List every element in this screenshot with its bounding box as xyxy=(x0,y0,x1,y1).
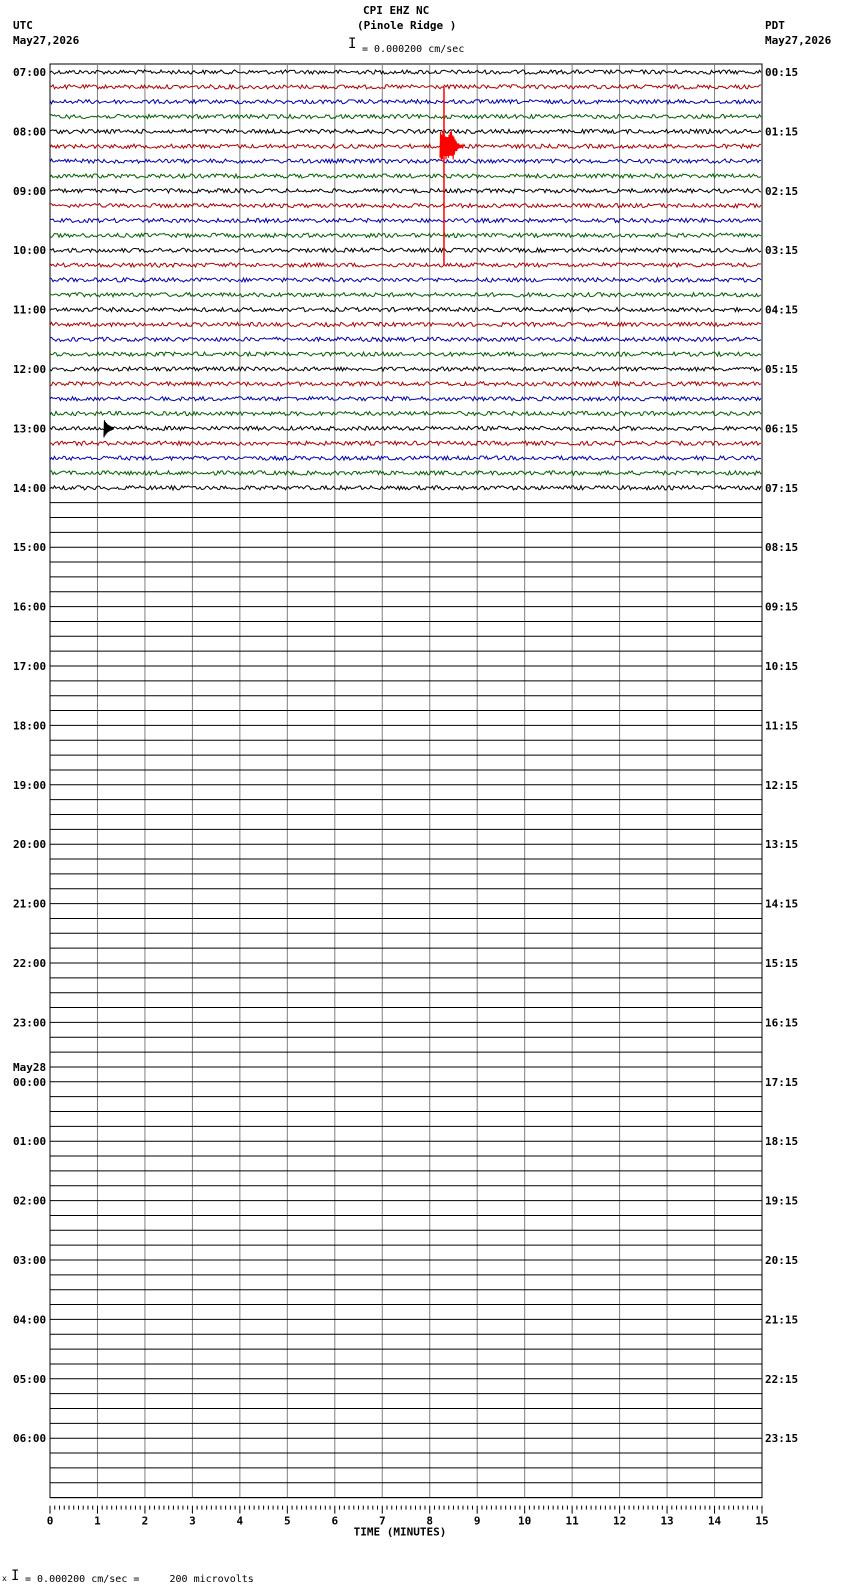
pdt-hour-label: 19:15 xyxy=(765,1194,799,1208)
utc-hour-label: 17:00 xyxy=(13,660,47,673)
utc-hour-label: 00:00 xyxy=(13,1075,47,1089)
x-tick-label: 10 xyxy=(518,1514,532,1528)
utc-hour-label: 13:00 xyxy=(13,422,47,436)
pdt-hour-label: 06:15 xyxy=(765,422,799,436)
pdt-hour-label: 14:15 xyxy=(765,897,799,911)
pdt-hour-label: 05:15 xyxy=(765,363,799,376)
pdt-hour-label: 12:15 xyxy=(765,778,799,792)
footer-scale-icon: x xyxy=(2,1574,7,1583)
x-tick-label: 9 xyxy=(473,1514,481,1528)
seismic-trace-row xyxy=(50,308,761,312)
station-title: CPI EHZ NC xyxy=(363,4,430,17)
pdt-hour-label: 22:15 xyxy=(765,1372,799,1386)
pdt-hour-label: 11:15 xyxy=(765,719,799,733)
x-tick-label: 4 xyxy=(236,1514,244,1528)
pdt-hour-label: 08:15 xyxy=(765,541,799,555)
x-tick-label: 13 xyxy=(660,1514,674,1528)
pdt-hour-label: 04:15 xyxy=(765,303,799,317)
pdt-hour-label: 23:15 xyxy=(765,1432,799,1446)
pdt-hour-label: 20:15 xyxy=(765,1254,799,1267)
utc-hour-label: 04:00 xyxy=(13,1313,47,1327)
footer-scale-bar-icon: I xyxy=(11,1568,20,1584)
utc-hour-label: 05:00 xyxy=(13,1372,47,1386)
seismic-trace-row xyxy=(50,322,761,326)
seismic-trace-row xyxy=(50,129,761,133)
seismic-trace-row xyxy=(50,189,761,193)
station-location: (Pinole Ridge ) xyxy=(357,19,457,32)
pdt-hour-label: 16:15 xyxy=(765,1016,799,1030)
utc-hour-label: 20:00 xyxy=(13,838,47,852)
right-timezone: PDT xyxy=(765,19,785,32)
utc-hour-label: 16:00 xyxy=(13,600,47,614)
pdt-hour-label: 01:15 xyxy=(765,125,799,139)
scale-label: = 0.000200 cm/sec xyxy=(362,44,465,55)
seismic-trace-row xyxy=(50,218,761,222)
x-tick-label: 11 xyxy=(565,1514,579,1528)
utc-hour-label: 01:00 xyxy=(13,1135,47,1149)
seismic-trace-row xyxy=(50,278,761,282)
seismic-trace-row xyxy=(50,337,761,341)
seismic-trace-row xyxy=(50,159,761,163)
pdt-hour-label: 03:15 xyxy=(765,244,799,258)
pdt-hour-label: 10:15 xyxy=(765,660,799,673)
seismic-trace-row xyxy=(50,426,761,430)
x-tick-label: 7 xyxy=(378,1514,386,1528)
utc-hour-label: 02:00 xyxy=(13,1194,47,1208)
utc-hour-label: 23:00 xyxy=(13,1016,47,1030)
utc-hour-label: 10:00 xyxy=(13,244,47,258)
seismic-trace-row xyxy=(50,397,761,401)
utc-hour-label: 09:00 xyxy=(13,184,47,198)
utc-hour-label: 12:00 xyxy=(13,363,47,376)
left-date: May27,2026 xyxy=(13,34,80,47)
seismic-trace-row xyxy=(50,248,761,252)
utc-hour-label: 14:00 xyxy=(13,481,47,495)
x-tick-label: 12 xyxy=(612,1514,627,1528)
utc-hour-label: 11:00 xyxy=(13,303,47,317)
pdt-hour-label: 09:15 xyxy=(765,600,799,614)
seismic-trace-row xyxy=(50,352,761,356)
seismic-trace-row xyxy=(50,293,761,297)
seismic-trace-row xyxy=(50,471,761,475)
utc-hour-label: 08:00 xyxy=(13,125,47,139)
x-tick-label: 8 xyxy=(426,1514,434,1528)
x-tick-label: 14 xyxy=(707,1514,722,1528)
utc-hour-label: 19:00 xyxy=(13,778,47,792)
pdt-hour-label: 21:15 xyxy=(765,1313,799,1327)
pdt-hour-label: 18:15 xyxy=(765,1135,799,1149)
seismic-trace-row xyxy=(50,204,761,208)
date-change-label: May28 xyxy=(13,1060,47,1074)
axis-labels xyxy=(13,66,798,1539)
seismic-trace-row xyxy=(50,114,761,118)
pdt-hour-label: 15:15 xyxy=(765,957,799,970)
pdt-hour-label: 17:15 xyxy=(765,1075,799,1089)
utc-hour-label: 07:00 xyxy=(13,66,47,79)
seismic-trace-row xyxy=(50,441,761,445)
seismic-trace-row xyxy=(50,486,761,490)
traces xyxy=(50,70,761,490)
footer-scale-note: = 0.000200 cm/sec = 200 microvolts xyxy=(25,1574,254,1585)
seismic-trace-row xyxy=(50,367,761,371)
utc-hour-label: 06:00 xyxy=(13,1432,47,1446)
x-tick-label: 3 xyxy=(189,1514,196,1528)
x-axis-label: TIME (MINUTES) xyxy=(353,1525,447,1539)
x-tick-label: 5 xyxy=(284,1514,291,1528)
seismic-trace-row xyxy=(50,85,761,89)
event-burst xyxy=(104,420,114,437)
seismic-trace-row xyxy=(50,100,761,104)
x-tick-label: 0 xyxy=(46,1514,54,1528)
utc-hour-label: 21:00 xyxy=(13,897,47,911)
x-tick-label: 1 xyxy=(94,1514,101,1528)
utc-hour-label: 15:00 xyxy=(13,541,47,555)
pdt-hour-label: 02:15 xyxy=(765,184,799,198)
seismic-trace-row xyxy=(50,174,761,178)
right-date: May27,2026 xyxy=(765,34,832,47)
seismic-trace-row xyxy=(50,233,761,237)
seismic-trace-row xyxy=(50,456,761,460)
utc-hour-label: 03:00 xyxy=(13,1254,47,1267)
seismic-trace-row xyxy=(50,144,761,148)
seismic-trace-row xyxy=(50,382,761,386)
seismic-trace-row xyxy=(50,263,761,267)
scale-bar-icon: I xyxy=(348,36,357,52)
utc-hour-label: 22:00 xyxy=(13,957,47,970)
x-tick-label: 2 xyxy=(141,1514,149,1528)
pdt-hour-label: 13:15 xyxy=(765,838,799,852)
left-timezone: UTC xyxy=(13,19,33,32)
pdt-hour-label: 07:15 xyxy=(765,481,799,495)
seismic-trace-row xyxy=(50,411,761,415)
x-tick-label: 15 xyxy=(755,1514,769,1528)
x-tick-label: 6 xyxy=(331,1514,339,1528)
utc-hour-label: 18:00 xyxy=(13,719,47,733)
seismic-trace-row xyxy=(50,70,761,74)
pdt-hour-label: 00:15 xyxy=(765,66,799,79)
